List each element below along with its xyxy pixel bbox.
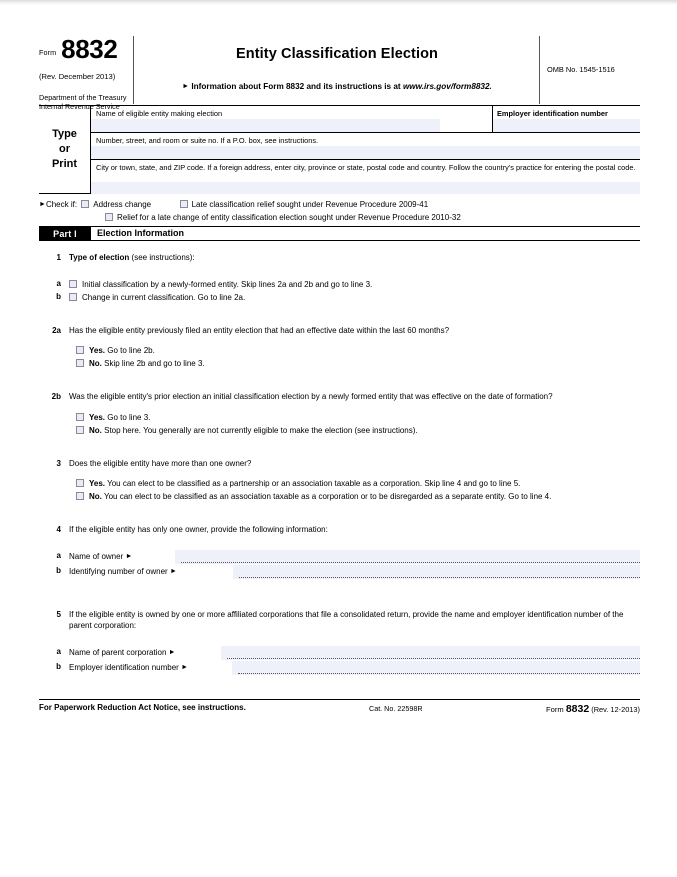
part-1-title: Election Information	[97, 228, 185, 238]
check-if-section	[39, 194, 640, 227]
entity-name-row	[91, 106, 640, 133]
right-triangle-icon: ►	[39, 201, 46, 208]
line-3-no-bold: No.	[89, 492, 102, 501]
line-4a-field-row	[69, 550, 640, 565]
footer-form-word: Form	[546, 704, 566, 714]
line-3-option-no	[76, 490, 640, 503]
line-1b-label: Change in current classification. Go to line 2a.	[82, 292, 246, 302]
line-5b	[39, 661, 640, 676]
line-2b-question: Was the eligible entity's prior election an initial classification election by a newly formed entity that was effective on the date of formation?	[69, 392, 553, 401]
line-2a-no-bold: No.	[89, 359, 102, 368]
line-4	[39, 524, 640, 536]
check-if-label-late-relief: Late classification relief sought under Revenue Procedure 2009-41	[191, 200, 429, 209]
type-or-print-line-2: or	[59, 143, 70, 155]
form-revision-date: (Rev. December 2013)	[39, 72, 116, 81]
checkbox-3-yes[interactable]	[76, 479, 84, 487]
header-divider-right	[539, 36, 540, 104]
irs-form-8832	[39, 34, 640, 717]
line-5a-leader	[227, 658, 640, 659]
line-2b-no-bold: No.	[89, 425, 102, 435]
form-title: Entity Classification Election	[235, 46, 438, 62]
line-4b-label-wrap	[69, 566, 177, 578]
entity-city-row	[91, 160, 640, 194]
form-identifier	[39, 34, 133, 65]
department-line-1: Department of the Treasury	[39, 93, 127, 102]
line-4a-leader	[181, 562, 640, 563]
line-1b	[39, 291, 640, 304]
line-2b-options	[76, 411, 640, 437]
line-1-number: 1	[56, 253, 61, 262]
line-5-question: If the eligible entity is owned by one or more affiliated corporations that file a consolidated return, provide the name and employer identification number of the parent corporation:	[69, 609, 624, 630]
line-5b-field-row	[69, 661, 640, 676]
entity-street-input[interactable]	[91, 146, 640, 159]
line-3-yes-bold: Yes.	[89, 479, 106, 488]
line-4b-field-row	[69, 565, 640, 580]
line-4-question: If the eligible entity has only one owner, provide the following information:	[69, 525, 328, 534]
line-5-number: 5	[56, 609, 61, 619]
line-1a	[39, 278, 640, 291]
checkbox-change-classification[interactable]	[69, 293, 77, 301]
line-4b	[39, 565, 640, 580]
header-center-block	[135, 34, 539, 91]
line-4a-number: a	[56, 550, 61, 560]
right-triangle-icon: ►	[181, 663, 189, 671]
checkbox-2b-no[interactable]	[76, 426, 84, 434]
right-triangle-icon: ►	[169, 567, 177, 575]
ein-column-divider	[492, 106, 493, 133]
line-3	[39, 458, 640, 470]
entity-city-input[interactable]	[91, 182, 640, 194]
line-5a-label-wrap	[69, 647, 176, 659]
check-if-label-address-change: Address change	[93, 200, 152, 209]
check-if-label-late-change: Relief for a late change of entity classification election sought under Revenue Procedure 2010-32	[117, 213, 461, 222]
type-or-print-line-1: Type	[52, 128, 77, 140]
line-3-yes-text: You can elect to be classified as a partnership or an association taxable as a corporation. Skip line 4 and go to line 5.	[105, 479, 521, 488]
entity-name-input[interactable]	[91, 119, 440, 132]
check-if-prefix: Check if:	[45, 200, 78, 209]
part-1-label: Part I	[39, 227, 91, 241]
form-info-prefix: Information about Form 8832 and its instructions is at	[191, 82, 403, 91]
checkbox-late-classification-relief[interactable]	[180, 200, 188, 208]
line-1-text	[69, 252, 640, 264]
checkbox-2a-yes[interactable]	[76, 346, 84, 354]
line-5a-number: a	[56, 646, 61, 656]
line-2b-option-yes	[76, 411, 640, 424]
line-3-question: Does the eligible entity have more than one owner?	[69, 458, 252, 468]
line-4b-number: b	[56, 565, 61, 575]
form-word-label: Form	[39, 48, 57, 57]
entity-information-block	[39, 106, 640, 194]
line-5a-field-row	[69, 646, 640, 661]
line-5b-label: Employer identification number	[69, 662, 179, 672]
form-info-line	[135, 82, 539, 91]
line-1-rest-text: (see instructions):	[129, 253, 195, 262]
check-if-row-2	[39, 211, 640, 224]
line-5b-number: b	[56, 661, 61, 671]
line-4-number: 4	[56, 525, 61, 534]
line-3-options	[76, 477, 640, 503]
header-right-block	[547, 34, 640, 74]
checkbox-2b-yes[interactable]	[76, 413, 84, 421]
line-2a-option-no	[76, 357, 640, 370]
right-triangle-icon: ►	[125, 552, 133, 560]
form-header	[39, 34, 640, 112]
line-1a-number: a	[56, 278, 61, 288]
line-2b-yes-text: Go to line 3.	[105, 412, 151, 422]
checkbox-3-no[interactable]	[76, 492, 84, 500]
line-3-number: 3	[56, 458, 61, 468]
line-1b-option	[69, 291, 640, 304]
entity-city-label: City or town, state, and ZIP code. If a foreign address, enter city, province or state, postal code and country. Follow the country's practice for entering the postal code.	[96, 162, 636, 172]
line-2b-number: 2b	[51, 392, 61, 401]
line-5a-label: Name of parent corporation	[69, 647, 167, 657]
line-1a-option	[69, 278, 640, 291]
line-5a	[39, 646, 640, 661]
line-2a	[39, 325, 640, 337]
line-2a-yes-bold: Yes.	[89, 346, 106, 355]
catalog-number: Cat. No. 22598R	[369, 703, 423, 713]
entity-rows	[91, 106, 640, 193]
line-2a-options	[76, 344, 640, 370]
header-left-block	[39, 34, 133, 111]
line-4b-label: Identifying number of owner	[69, 566, 168, 576]
line-2a-number: 2a	[52, 325, 61, 335]
department-line-2: Internal Revenue Service	[39, 102, 120, 112]
line-5	[39, 609, 640, 632]
line-4b-leader	[239, 577, 640, 578]
line-2b-no-text: Stop here. You generally are not currently eligible to make the election (see instructions).	[101, 425, 418, 435]
line-2a-yes-text: Go to line 2b.	[105, 346, 155, 355]
form-footer	[39, 699, 640, 717]
checkbox-2a-no[interactable]	[76, 359, 84, 367]
ein-input[interactable]	[492, 119, 640, 132]
line-4a	[39, 550, 640, 565]
type-or-print-line-3: Print	[51, 158, 78, 170]
checkbox-late-change-relief[interactable]	[105, 213, 113, 221]
line-1-bold-text: Type of election	[69, 253, 130, 262]
line-2a-question: Has the eligible entity previously filed an entity election that had an effective date within the last 60 months?	[69, 325, 450, 335]
entity-street-label: Number, street, and room or suite no. If a P.O. box, see instructions.	[96, 135, 319, 145]
form-number: 8832	[61, 34, 118, 64]
line-1a-label: Initial classification by a newly-formed entity. Skip lines 2a and 2b and go to line 3.	[82, 279, 373, 289]
line-3-option-yes	[76, 477, 640, 490]
line-1	[39, 252, 640, 264]
paperwork-notice: For Paperwork Reduction Act Notice, see instructions.	[39, 702, 246, 712]
line-2a-no-text: Skip line 2b and go to line 3.	[101, 359, 205, 368]
type-or-print-label	[39, 106, 91, 193]
line-3-no-text: You can elect to be classified as an association taxable as a corporation or to be disregarded as a separate entity. Go to line 4.	[101, 492, 552, 501]
ein-label: Employer identification number	[497, 108, 608, 118]
entity-street-row	[91, 133, 640, 160]
line-5b-leader	[238, 673, 640, 674]
line-2b-option-no	[76, 424, 640, 437]
right-triangle-icon: ►	[168, 648, 176, 656]
form-body	[39, 241, 640, 690]
line-2a-option-yes	[76, 344, 640, 357]
checkbox-initial-classification[interactable]	[69, 280, 77, 288]
entity-name-label: Name of eligible entity making election	[96, 108, 223, 118]
footer-form-number: 8832	[565, 702, 590, 715]
line-4a-label: Name of owner	[69, 551, 124, 561]
omb-number: OMB No. 1545-1516	[547, 65, 615, 74]
check-if-row-1	[39, 198, 640, 211]
right-triangle-icon: ►	[182, 83, 190, 90]
line-2b	[39, 391, 640, 403]
footer-form-revision: (Rev. 12-2013)	[589, 704, 640, 714]
form-info-url[interactable]: www.irs.gov/form8832.	[402, 82, 492, 91]
line-1b-number: b	[56, 291, 61, 301]
line-5b-label-wrap	[69, 662, 188, 674]
checkbox-address-change[interactable]	[81, 200, 89, 208]
part-1-header-bar	[39, 227, 640, 241]
footer-form-id	[546, 703, 640, 715]
line-4a-label-wrap	[69, 551, 132, 563]
line-2b-yes-bold: Yes.	[89, 412, 106, 422]
page-top-shade	[0, 0, 677, 5]
